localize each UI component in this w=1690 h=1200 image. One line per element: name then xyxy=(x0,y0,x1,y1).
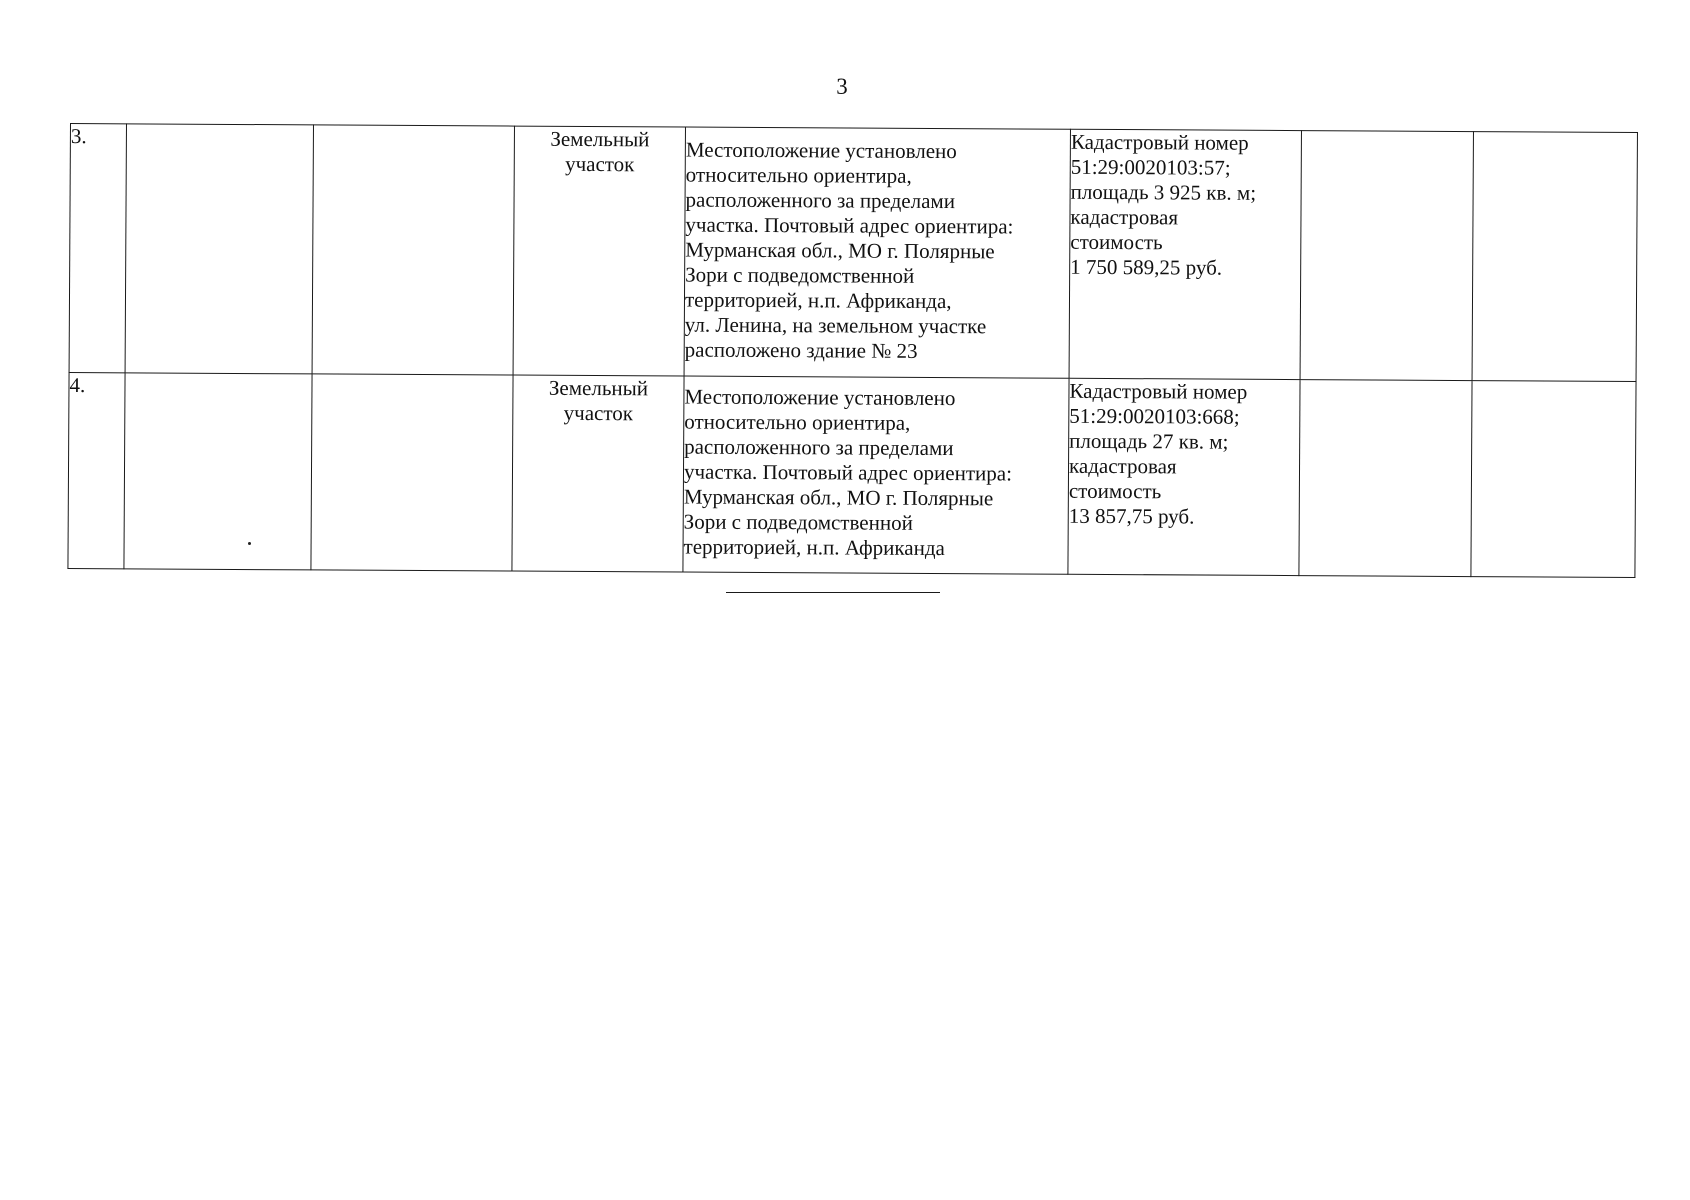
details-cell xyxy=(1068,378,1300,575)
empty-cell xyxy=(125,124,313,374)
cadastral-details: Кадастровый номер 51:29:0020103:668; площадь 27 кв. м; кадастровая стоимость 13 857,75 руб. xyxy=(1068,378,1248,529)
property-registry-table xyxy=(67,123,1638,578)
page-number: 3 xyxy=(836,74,848,99)
row-number: 4. xyxy=(69,373,86,398)
object-type: Земельный участок xyxy=(550,126,650,177)
object-type-cell xyxy=(513,126,685,376)
row-number: 3. xyxy=(70,124,87,149)
row-number-cell xyxy=(69,124,126,373)
empty-cell xyxy=(1472,132,1637,382)
row-number-cell xyxy=(68,372,125,568)
end-of-document-rule xyxy=(726,592,940,593)
scan-speck xyxy=(248,542,251,545)
location-text: Местоположение установлено относительно ориентира, расположенного за пределами участка. Почтовый адрес ориентира: Мурманская обл., МО г. Полярные Зори с подведомственной территорией, н.п. Африканда, ул. Ленина, на земельном участке расположено здание № 23 xyxy=(684,137,1014,363)
object-type: Земельный участок xyxy=(548,375,649,426)
location-cell xyxy=(683,376,1069,574)
location-cell xyxy=(684,127,1070,378)
registry-table-container xyxy=(67,123,1637,578)
empty-cell xyxy=(312,125,514,375)
empty-cell xyxy=(1300,131,1473,381)
empty-cell xyxy=(1471,381,1636,578)
details-cell xyxy=(1069,129,1301,379)
cadastral-details: Кадастровый номер 51:29:0020103:57; площадь 3 925 кв. м; кадастровая стоимость 1 750 589,25 руб. xyxy=(1070,129,1257,280)
location-text: Местоположение установлено относительно ориентира, расположенного за пределами участка. Почтовый адрес ориентира: Мурманская обл., МО г. Полярные Зори с подведомственной территорией, н.п. Африканда xyxy=(683,384,1013,561)
object-type-cell xyxy=(512,375,684,572)
empty-cell xyxy=(311,374,513,571)
empty-cell xyxy=(124,373,312,570)
table-row xyxy=(69,124,1637,382)
table-row xyxy=(68,372,1636,577)
empty-cell xyxy=(1299,380,1472,577)
